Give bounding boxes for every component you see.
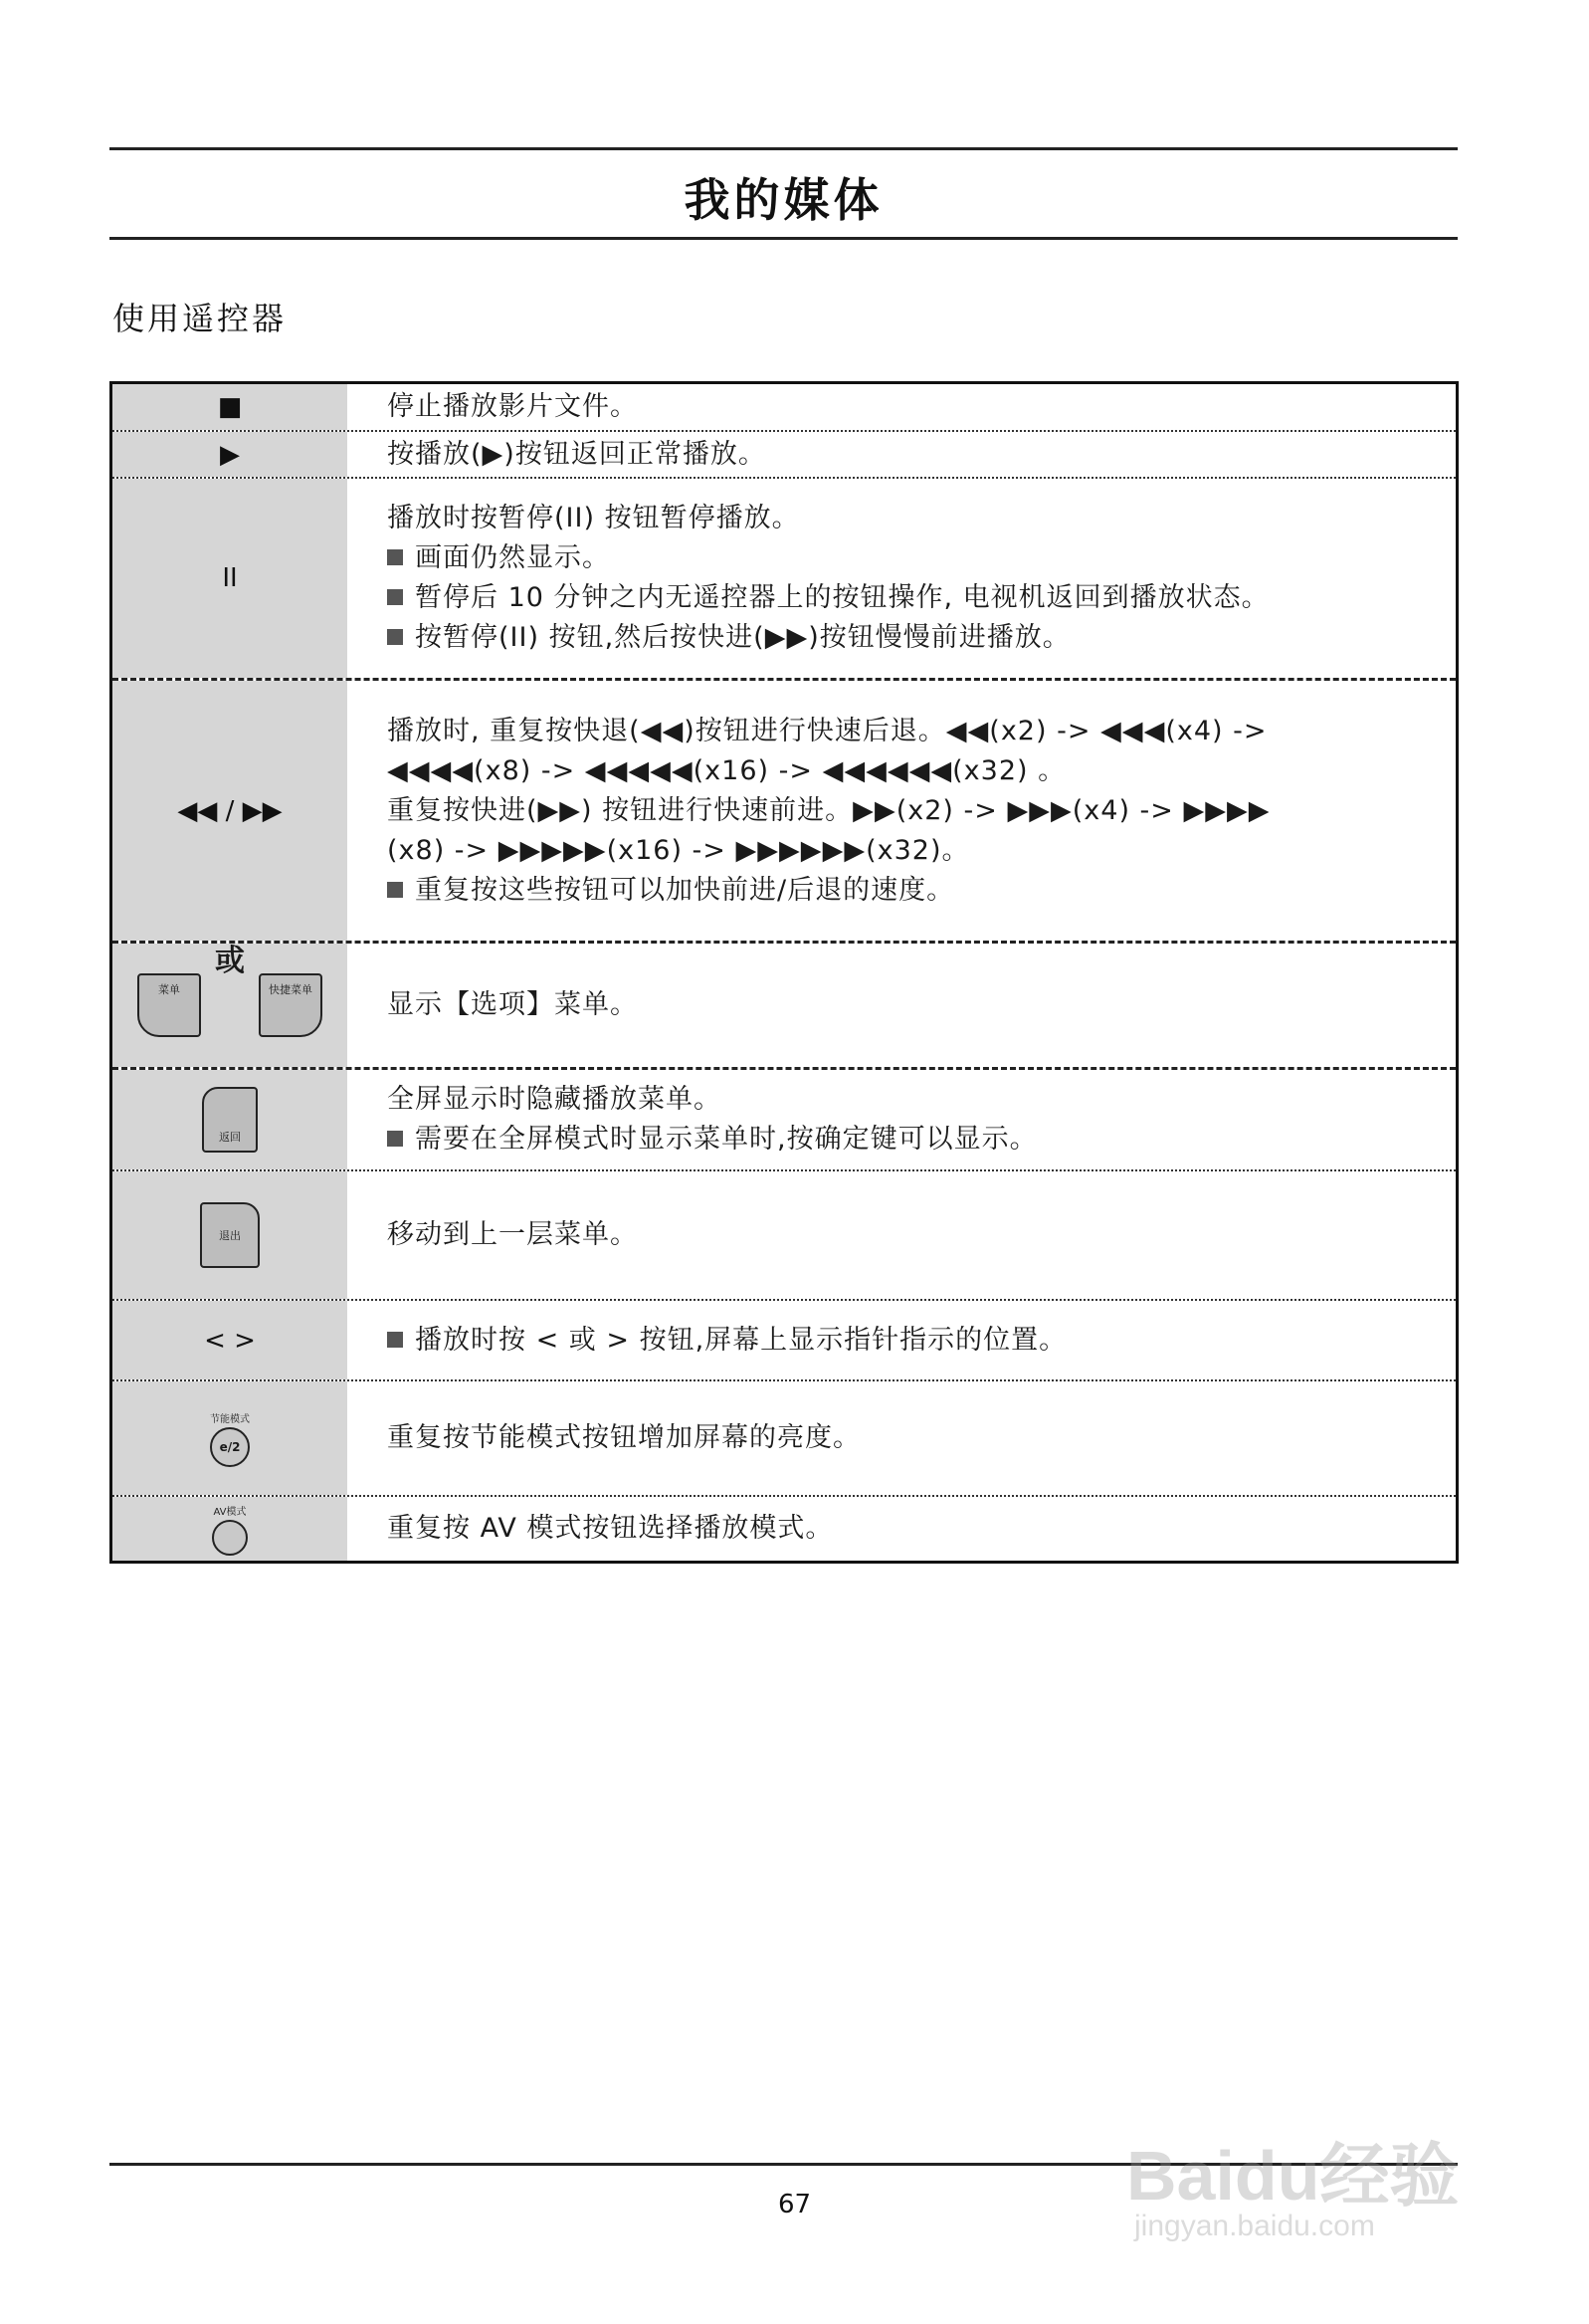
energy-saving-label: 节能模式 <box>210 1413 250 1425</box>
energy-saving-key-cell <box>112 1381 347 1495</box>
bullet-item: 暂停后 10 分钟之内无遥控器上的按钮操作, 电视机返回到播放状态。 <box>387 578 1456 618</box>
table-row-play <box>112 432 1456 477</box>
desc-line: 重复按 AV 模式按钮选择播放模式。 <box>387 1513 834 1544</box>
desc-line: 重复按节能模式按钮增加屏幕的亮度。 <box>387 1422 861 1453</box>
desc-line: ◀◀◀◀(x8) -> ◀◀◀◀◀(x16) -> ◀◀◀◀◀◀(x32) 。 <box>387 754 1067 786</box>
row-description <box>347 479 1456 678</box>
desc-line: 播放时, 重复按快退(◀◀)按钮进行快速后退。◀◀(x2) -> ◀◀◀(x4) -> <box>387 715 1268 746</box>
pause-icon: II <box>222 563 238 593</box>
section-title: 使用遥控器 <box>112 300 288 337</box>
table-row-energy-saving <box>112 1381 1456 1495</box>
table-row-av-mode <box>112 1497 1456 1561</box>
watermark-logo-text: Baidu经验 <box>1126 2137 1460 2215</box>
bullet-item: 播放时按 < 或 > 按钮,屏幕上显示指针指示的位置。 <box>387 1321 1456 1361</box>
play-icon: ▶ <box>220 439 240 470</box>
av-mode-label: AV模式 <box>213 1506 247 1518</box>
pause-key-cell <box>112 479 347 678</box>
row-description <box>347 1301 1456 1379</box>
row-description <box>347 944 1456 1067</box>
row-description <box>347 1171 1456 1299</box>
desc-line: 显示【选项】菜单。 <box>387 989 638 1020</box>
desc-line: 停止播放影片文件。 <box>387 391 638 422</box>
table-row-menu <box>112 944 1456 1067</box>
watermark <box>1114 2100 1512 2259</box>
desc-line: 移动到上一层菜单。 <box>387 1219 638 1250</box>
av-mode-button-group <box>212 1503 248 1556</box>
desc-line: (x8) -> ▶▶▶▶▶(x16) -> ▶▶▶▶▶▶(x32)。 <box>387 834 970 866</box>
quick-menu-button-icon: 快捷菜单 <box>259 973 322 1037</box>
play-key-cell <box>112 432 347 477</box>
desc-line: 重复按快进(▶▶) 按钮进行快速前进。▶▶(x2) -> ▶▶▶(x4) -> ▶▶▶▶ <box>387 794 1271 826</box>
desc-line: 播放时按暂停(II) 按钮暂停播放。 <box>387 503 800 533</box>
bullet-item: 重复按这些按钮可以加快前进/后退的速度。 <box>387 871 1456 911</box>
row-description <box>347 384 1456 430</box>
remote-functions-table <box>109 381 1459 1564</box>
title-rule <box>109 237 1458 240</box>
av-mode-icon <box>212 1520 248 1556</box>
table-row-back <box>112 1070 1456 1169</box>
table-row-left-right <box>112 1301 1456 1379</box>
left-right-key-cell <box>112 1301 347 1379</box>
or-label: 或 <box>215 944 245 978</box>
bullet-item: 需要在全屏模式时显示菜单时,按确定键可以显示。 <box>387 1120 1456 1160</box>
square-bullet-icon <box>387 589 403 605</box>
back-button-icon: 返回 <box>202 1087 258 1153</box>
page-number: 67 <box>777 2190 812 2219</box>
exit-key-cell <box>112 1171 347 1299</box>
square-bullet-icon <box>387 1332 403 1348</box>
back-key-cell <box>112 1070 347 1169</box>
page-title: 我的媒体 <box>684 173 884 227</box>
row-description <box>347 1497 1456 1561</box>
top-rule <box>109 147 1458 150</box>
stop-icon: ■ <box>217 392 243 422</box>
menu-button-icon: 菜单 <box>137 973 201 1037</box>
stop-key-cell <box>112 384 347 430</box>
table-row-stop <box>112 384 1456 430</box>
row-description <box>347 1381 1456 1495</box>
square-bullet-icon <box>387 882 403 898</box>
bullet-item: 按暂停(II) 按钮,然后按快进(▶▶)按钮慢慢前进播放。 <box>387 618 1456 658</box>
row-description <box>347 1070 1456 1169</box>
row-description <box>347 681 1456 941</box>
square-bullet-icon <box>387 1131 403 1147</box>
square-bullet-icon <box>387 549 403 565</box>
watermark-url: jingyan.baidu.com <box>1134 2210 1375 2242</box>
table-row-rewind-forward <box>112 681 1456 941</box>
square-bullet-icon <box>387 629 403 645</box>
table-row-exit <box>112 1171 1456 1299</box>
menu-key-cell <box>112 944 347 1067</box>
bullet-item: 画面仍然显示。 <box>387 538 1456 578</box>
energy-saving-button-group <box>210 1410 250 1467</box>
rewind-forward-key-cell <box>112 681 347 941</box>
av-mode-key-cell <box>112 1497 347 1561</box>
exit-button-icon: 退出 <box>200 1202 260 1268</box>
table-row-pause <box>112 479 1456 678</box>
row-description <box>347 432 1456 477</box>
rewind-forward-icon: ◀◀ / ▶▶ <box>177 795 283 826</box>
energy-saving-icon: e/2 <box>210 1427 250 1467</box>
desc-line: 全屏显示时隐藏播放菜单。 <box>387 1084 721 1115</box>
desc-line: 按播放(▶)按钮返回正常播放。 <box>387 438 766 470</box>
left-right-arrow-icon: < > <box>204 1325 256 1356</box>
